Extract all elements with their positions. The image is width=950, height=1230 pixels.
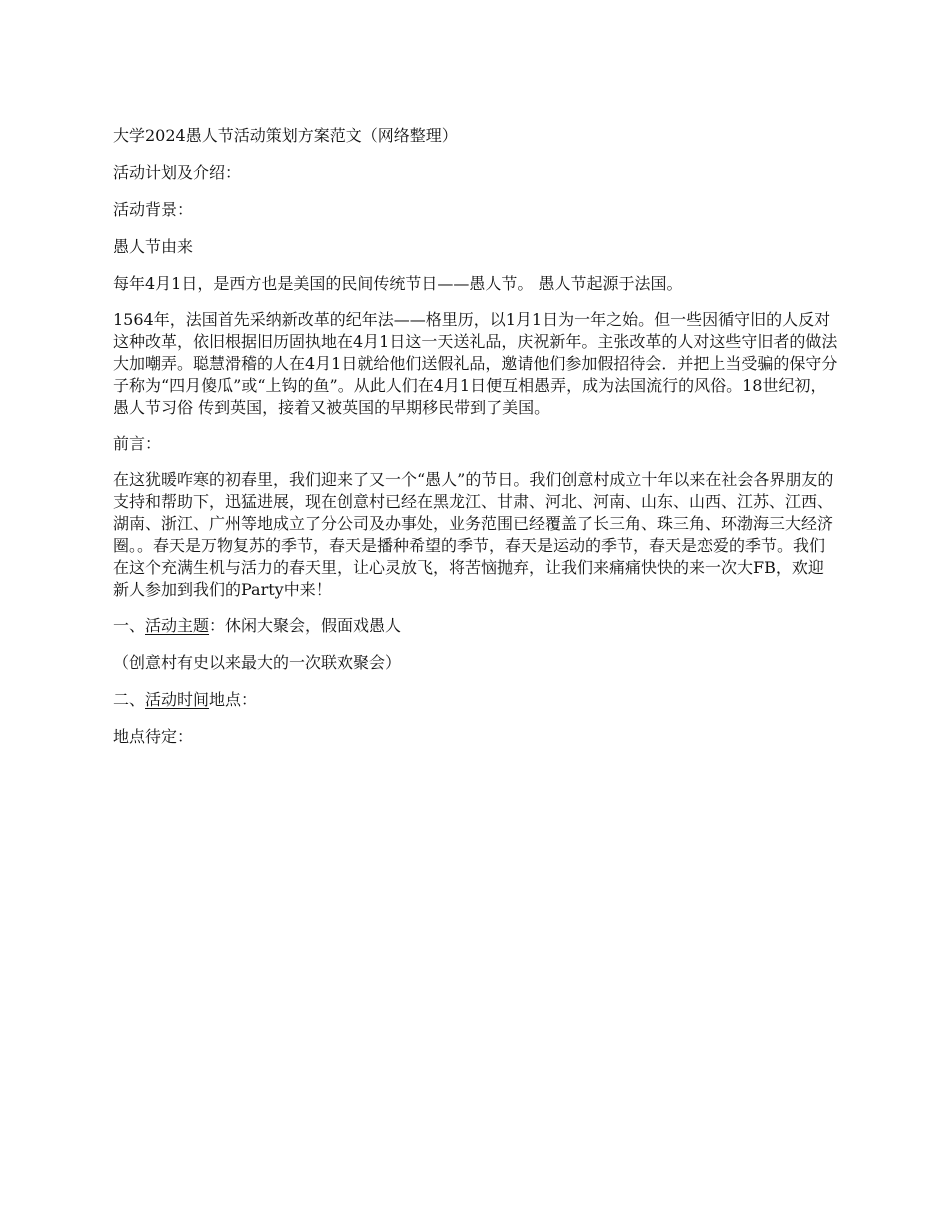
theme-link[interactable]: 活动主题	[145, 616, 210, 635]
activity-background-heading: 活动背景：	[113, 200, 194, 219]
time-place-text: 地点：	[209, 690, 258, 709]
time-place-line	[113, 688, 839, 712]
time-link[interactable]: 活动时间	[145, 690, 210, 709]
theme-line	[113, 614, 839, 638]
document-page	[113, 124, 839, 762]
history-paragraph: 1564年，法国首先采纳新改革的纪年法——格里历，以1月1日为一年之始。但一些因循守旧的人反对这种改革，依旧根据旧历固执地在4月1日这一天送礼品，庆祝新年。主张改革的人对这些守旧者的做法大加嘲弄。聪慧滑稽的人在4月1日就给他们送假礼品，邀请他们参加假招待会．并把上当受骗的保守分子称为“四月傻瓜”或“上钩的鱼”。从此人们在4月1日便互相愚弄，成为法国流行的风俗。18世纪初，愚人节习俗 传到英国，接着又被英国的早期移民带到了美国。	[113, 310, 838, 417]
preface-heading: 前言：	[113, 434, 162, 453]
intro-paragraph: 每年4月1日，是西方也是美国的民间传统节日——愚人节。 愚人节起源于法国。	[113, 274, 683, 293]
preface-paragraph: 在这犹暖咋寒的初春里，我们迎来了又一个“愚人”的节日。我们创意村成立十年以来在社会各界朋友的支持和帮助下，迅猛进展，现在创意村已经在黑龙江、甘肃、河北、河南、山东、山西、江苏、江西、湖南、浙江、广州等地成立了分公司及办事处，业务范围已经覆盖了长三角、珠三角、环渤海三大经济圈。。春天是万物复苏的季节，春天是播种希望的季节，春天是运动的季节，春天是恋爱的季节。我们在这个充满生机与活力的春天里，让心灵放飞，将苦恼抛弃，让我们来痛痛快快的来一次大FB，欢迎新人参加到我们的Party中来！	[113, 470, 834, 599]
document-title: 大学2024愚人节活动策划方案范文（网络整理）	[113, 126, 458, 145]
theme-note: （创意村有史以来最大的一次联欢聚会）	[113, 653, 402, 672]
time-place-prefix: 二、	[113, 690, 146, 709]
theme-prefix: 一、	[113, 616, 146, 635]
theme-text: ：休闲大聚会，假面戏愚人	[209, 616, 402, 635]
location-tbd: 地点待定：	[113, 727, 194, 746]
april-fools-origin-heading: 愚人节由来	[113, 237, 194, 256]
activity-plan-heading: 活动计划及介绍：	[113, 163, 242, 182]
